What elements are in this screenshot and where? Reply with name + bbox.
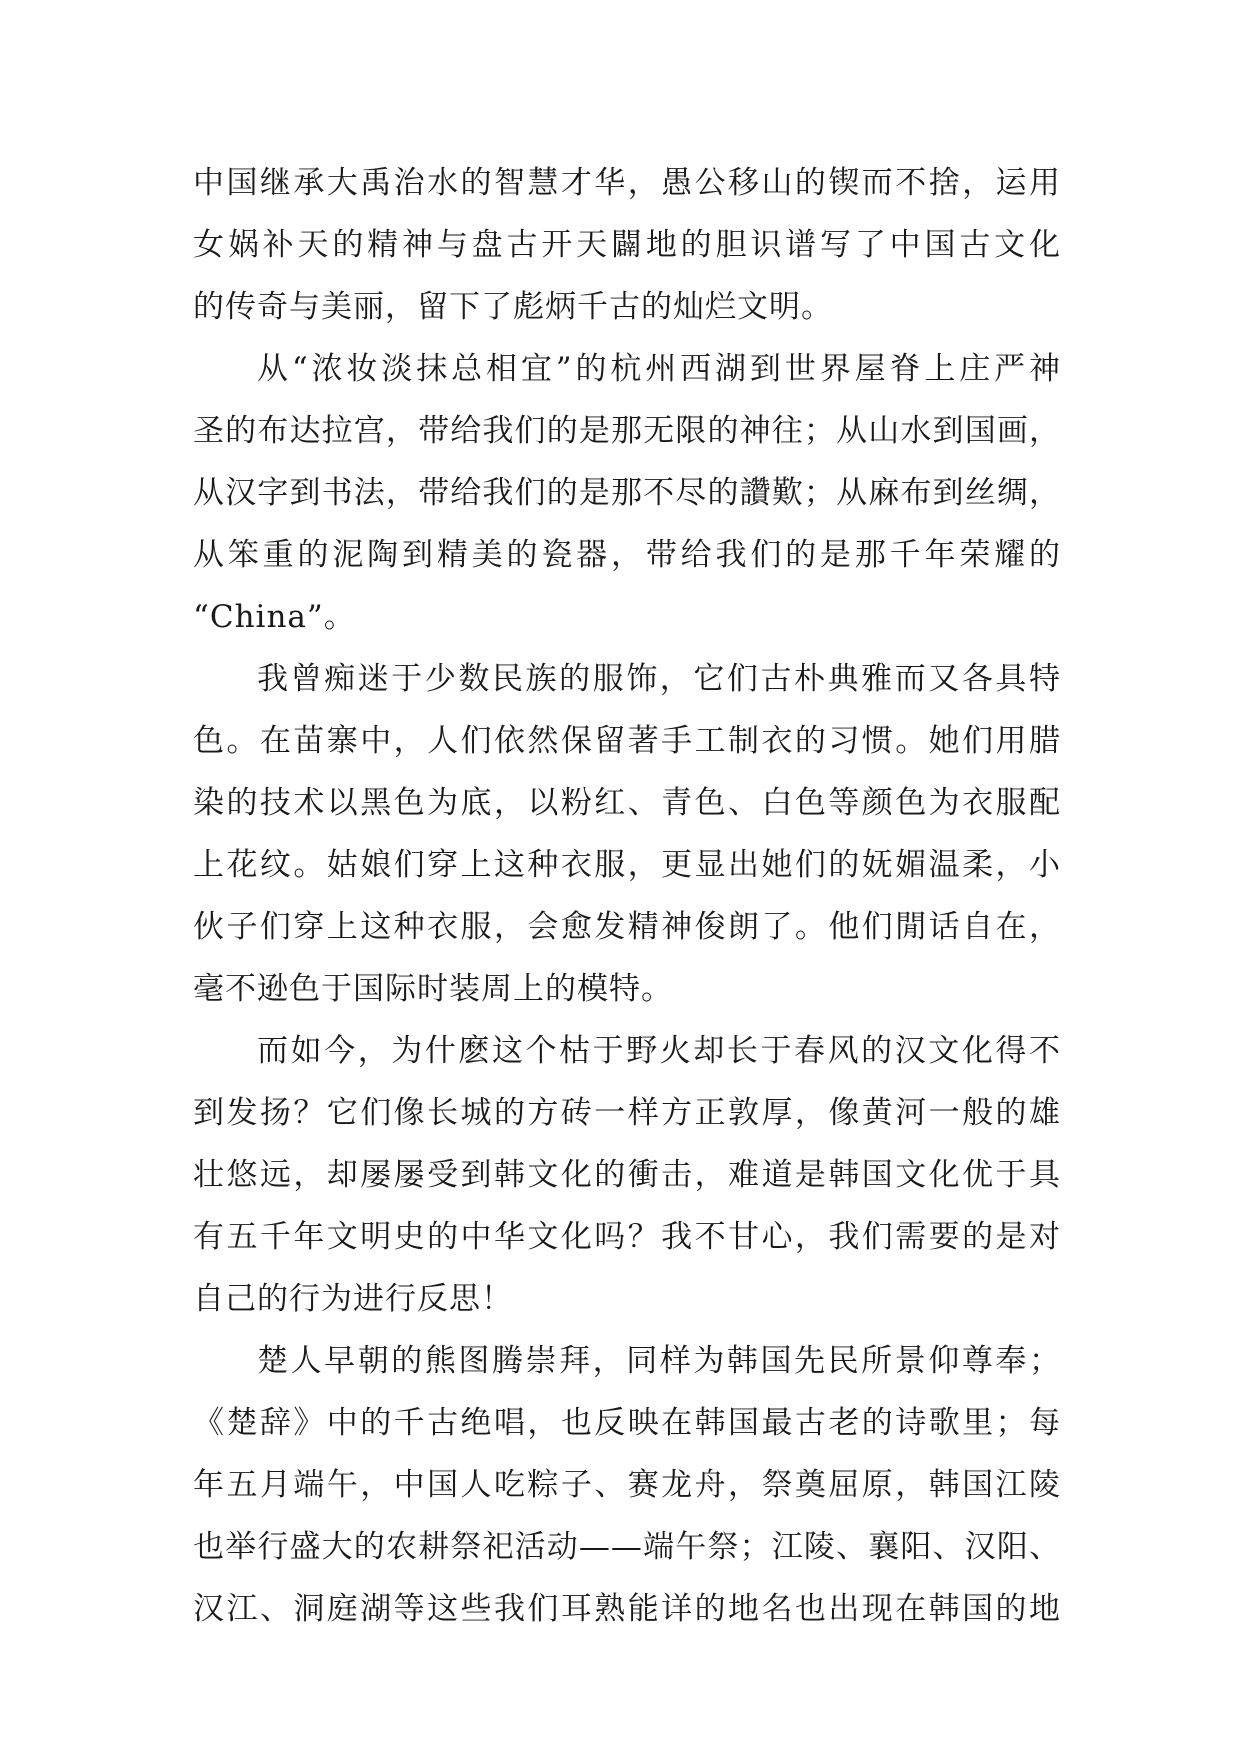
text-line: 染的技术以黑色为底，以粉红、青色、白色等颜色为衣服配	[193, 785, 1061, 821]
text-line: 而如今，为什麽这个枯于野火却长于春风的汉文化得不	[257, 1033, 1061, 1069]
paragraph-5	[193, 1330, 1061, 1640]
text-line: 我曾痴迷于少数民族的服饰，它们古朴典雅而又各具特	[257, 661, 1061, 697]
text-line: 壮悠远，却屡屡受到韩文化的衝击，难道是韩国文化优于具	[193, 1157, 1061, 1193]
text-line: 女娲补天的精神与盘古开天闢地的胆识谱写了中国古文化	[193, 227, 1061, 263]
text-line: 自己的行为进行反思！	[193, 1281, 513, 1317]
text-line: 从汉字到书法，带给我们的是那不尽的讚歎；从麻布到丝绸，	[193, 475, 1061, 511]
text-line: 上花纹。姑娘们穿上这种衣服，更显出她们的妩媚温柔，小	[193, 847, 1061, 883]
text-line: 到发扬？它们像长城的方砖一样方正敦厚，像黄河一般的雄	[193, 1095, 1061, 1131]
text-line: 年五月端午，中国人吃粽子、赛龙舟，祭奠屈原，韩国江陵	[193, 1467, 1061, 1503]
text-line: 色。在苗寨中，人们依然保留著手工制衣的习惯。她们用腊	[193, 723, 1061, 759]
paragraph-4	[193, 1020, 1061, 1330]
text-line: 伙子们穿上这种衣服，会愈发精神俊朗了。他们閒话自在，	[193, 909, 1061, 945]
text-line: 也举行盛大的农耕祭祀活动——端午祭；江陵、襄阳、汉阳、	[193, 1529, 1061, 1565]
paragraph-2	[193, 338, 1061, 648]
text-line: 楚人早朝的熊图腾崇拜，同样为韩国先民所景仰尊奉；	[257, 1343, 1061, 1379]
text-line: 从“浓妆淡抹总相宜”的杭州西湖到世界屋脊上庄严神	[257, 351, 1061, 387]
text-line: 从笨重的泥陶到精美的瓷器，带给我们的是那千年荣耀的	[193, 537, 1061, 573]
text-line: 《楚辞》中的千古绝唱，也反映在韩国最古老的诗歌里；每	[193, 1405, 1061, 1441]
text-line: 汉江、洞庭湖等这些我们耳熟能详的地名也出现在韩国的地	[193, 1591, 1061, 1627]
text-line: 中国继承大禹治水的智慧才华，愚公移山的锲而不捨，运用	[193, 165, 1061, 201]
text-line: “China”。	[193, 599, 356, 635]
text-line: 毫不逊色于国际时装周上的模特。	[193, 971, 673, 1007]
paragraph-3	[193, 648, 1061, 1020]
paragraph-1	[193, 152, 1061, 338]
document-body	[193, 152, 1061, 1640]
text-line: 圣的布达拉宫，带给我们的是那无限的神往；从山水到国画，	[193, 413, 1061, 449]
text-line: 有五千年文明史的中华文化吗？我不甘心，我们需要的是对	[193, 1219, 1061, 1255]
text-line: 的传奇与美丽，留下了彪炳千古的灿烂文明。	[193, 289, 833, 325]
